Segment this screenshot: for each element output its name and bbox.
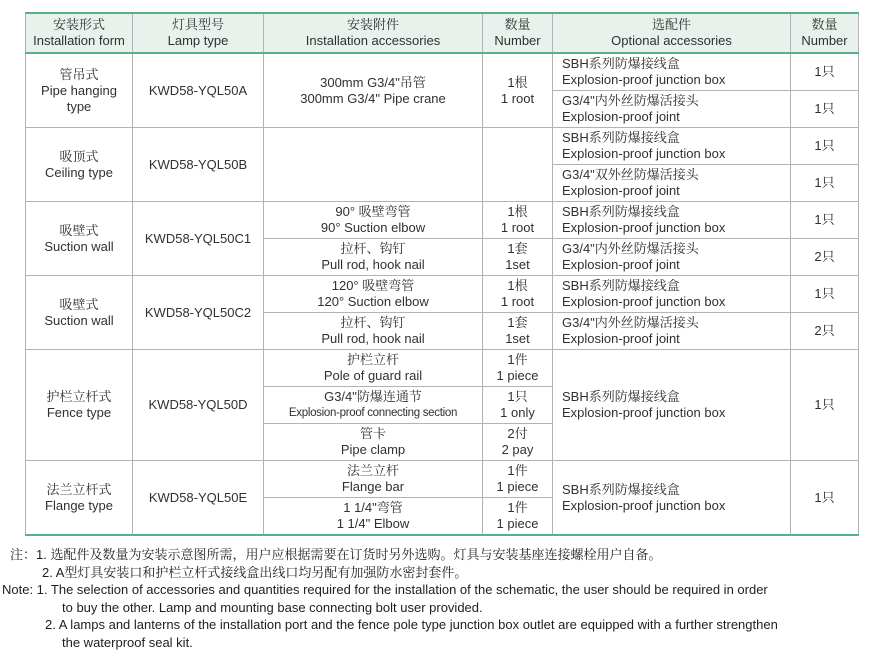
table-row	[26, 128, 859, 165]
accessory-number-zh: 1根	[507, 74, 528, 90]
cell-optional	[553, 128, 791, 165]
cell-optional	[553, 313, 791, 350]
cell-optional-number	[791, 91, 859, 128]
note-en-1: Note: 1. The selection of accessories and quantities required for the installation of the schematic, the user should be required in order	[2, 582, 768, 597]
header-accessory-number	[483, 13, 553, 53]
cell-optional	[553, 350, 791, 461]
header-lamp-type-zh: 灯具型号	[171, 17, 224, 32]
accessory-number-en: 1 only	[500, 405, 535, 420]
header-installation-form-en: Installation form	[33, 33, 125, 48]
optional-zh: G3/4"双外丝防爆活接头	[562, 167, 699, 182]
cell-accessory-number	[483, 53, 553, 128]
optional-number: 1只	[814, 138, 835, 153]
form-en: Fence type	[46, 405, 112, 420]
accessory-en: Pole of guard rail	[323, 368, 423, 383]
cell-form-ceiling	[26, 128, 133, 202]
cell-accessory	[264, 461, 483, 498]
optional-en: Explosion-proof joint	[562, 109, 680, 124]
accessory-zh: 120° 吸壁弯管	[331, 278, 415, 293]
table-row	[26, 350, 859, 387]
optional-zh: SBH系列防爆接线盒	[562, 278, 680, 293]
accessory-number-zh: 1件	[507, 463, 528, 478]
cell-optional	[553, 239, 791, 276]
cell-optional-number	[791, 128, 859, 165]
header-accessory-number-zh: 数量	[504, 17, 531, 32]
optional-number: 2只	[814, 323, 835, 338]
cell-accessory-number	[483, 239, 553, 276]
cell-optional	[553, 165, 791, 202]
cell-model-yql50c1	[133, 202, 264, 276]
accessory-number-zh: 1套	[507, 241, 528, 256]
form-en: Pipe hanging type	[41, 82, 117, 114]
form-zh: 吸壁式	[59, 222, 99, 238]
optional-en: Explosion-proof joint	[562, 183, 680, 198]
cell-accessory-number	[483, 498, 553, 536]
accessory-number-en: 1 root	[500, 294, 535, 309]
cell-accessory-number	[483, 461, 553, 498]
cell-accessory	[264, 498, 483, 536]
cell-model-yql50c2	[133, 276, 264, 350]
form-en: Suction wall	[44, 238, 114, 254]
accessory-number-en: 2 pay	[501, 442, 534, 457]
model-code: KWD58-YQL50C1	[144, 230, 252, 246]
cell-accessory-number	[483, 202, 553, 239]
accessory-en: Pull rod, hook nail	[321, 331, 425, 346]
accessory-en: Pipe clamp	[340, 442, 406, 457]
accessory-zh: G3/4"防爆连通节	[324, 389, 422, 404]
header-row	[26, 13, 859, 53]
header-optional-accessories	[553, 13, 791, 53]
accessory-number-en: 1 piece	[496, 479, 539, 494]
cell-accessory	[264, 202, 483, 239]
optional-en: Explosion-proof joint	[562, 331, 680, 346]
cell-optional	[553, 276, 791, 313]
cell-accessory	[264, 350, 483, 387]
table-row	[26, 53, 859, 91]
accessory-zh: 90° 吸壁弯管	[335, 204, 411, 219]
header-accessory-number-en: Number	[494, 33, 541, 48]
cell-model-yql50e	[133, 461, 264, 536]
note-en-1-cont: to buy the other. Lamp and mounting base connecting bolt user provided.	[62, 599, 483, 615]
notes-section	[2, 546, 885, 651]
accessory-number-zh: 1根	[507, 278, 528, 293]
optional-number: 1只	[814, 64, 835, 79]
cell-accessory-number-empty	[483, 128, 553, 202]
optional-zh: G3/4"内外丝防爆活接头	[562, 241, 699, 256]
note-en-2-cont: the waterproof seal kit.	[62, 634, 193, 650]
accessory-zh: 护栏立杆	[346, 352, 399, 367]
accessory-number-zh: 1只	[507, 389, 528, 404]
accessory-number-zh: 2付	[507, 426, 528, 441]
optional-zh: SBH系列防爆接线盒	[562, 481, 680, 497]
accessory-number-zh: 1件	[507, 352, 528, 367]
optional-zh: SBH系列防爆接线盒	[562, 389, 680, 404]
optional-zh: SBH系列防爆接线盒	[562, 204, 680, 219]
cell-form-suction-wall-c2	[26, 276, 133, 350]
accessory-zh: 拉杆、钩钉	[340, 315, 406, 330]
form-en: Suction wall	[44, 312, 114, 328]
cell-accessory-number	[483, 350, 553, 387]
cell-form-pipe-hanging	[26, 53, 133, 128]
accessory-number-en: 1set	[505, 331, 530, 346]
cell-optional-number	[791, 276, 859, 313]
form-zh: 吸壁式	[59, 296, 99, 312]
model-code: KWD58-YQL50B	[148, 156, 248, 172]
cell-accessory	[264, 239, 483, 276]
optional-number: 1只	[814, 175, 835, 190]
cell-optional	[553, 91, 791, 128]
optional-number: 1只	[814, 489, 835, 505]
cell-accessory-number	[483, 276, 553, 313]
cell-form-suction-wall-c1	[26, 202, 133, 276]
accessory-en: 90° Suction elbow	[320, 220, 426, 235]
optional-en: Explosion-proof junction box	[562, 294, 726, 309]
header-installation-accessories	[264, 13, 483, 53]
header-installation-accessories-en: Installation accessories	[305, 33, 441, 48]
accessory-number-en: 1set	[505, 257, 530, 272]
cell-accessory	[264, 387, 483, 424]
cell-optional	[553, 202, 791, 239]
accessory-en: 120° Suction elbow	[317, 294, 429, 309]
header-lamp-type-en: Lamp type	[167, 33, 229, 48]
optional-en: Explosion-proof junction box	[562, 405, 726, 420]
cell-model-yql50d	[133, 350, 264, 461]
accessory-en: Explosion-proof connecting section	[288, 407, 458, 419]
accessory-zh: 法兰立杆	[346, 463, 399, 478]
accessory-number-en: 1 root	[500, 90, 535, 106]
cell-accessory	[264, 53, 483, 128]
cell-accessory	[264, 313, 483, 350]
cell-model-yql50b	[133, 128, 264, 202]
optional-en: Explosion-proof junction box	[562, 146, 726, 161]
note-zh-1: 注：1. 选配件及数量为安装示意图所需，用户应根据需要在订货时另外选购。灯具与安装基座连接螺栓用户自备。	[10, 547, 662, 562]
cell-optional	[553, 53, 791, 91]
header-installation-form-zh: 安装形式	[52, 17, 105, 32]
cell-accessory-empty	[264, 128, 483, 202]
accessory-zh: 300mm G3/4"吊管	[320, 74, 426, 90]
optional-en: Explosion-proof junction box	[562, 220, 726, 235]
optional-number: 1只	[814, 101, 835, 116]
accessory-number-zh: 1件	[507, 500, 528, 515]
cell-optional-number	[791, 202, 859, 239]
header-optional-accessories-en: Optional accessories	[611, 33, 732, 48]
accessory-en: Pull rod, hook nail	[321, 257, 425, 272]
header-optional-number-zh: 数量	[811, 17, 838, 32]
table-row	[26, 461, 859, 498]
optional-zh: G3/4"内外丝防爆活接头	[562, 93, 699, 108]
model-code: KWD58-YQL50D	[148, 397, 248, 412]
table-row	[26, 276, 859, 313]
form-zh: 管吊式	[59, 66, 99, 82]
accessory-number-en: 1 piece	[496, 368, 539, 383]
model-code: KWD58-YQL50A	[148, 82, 248, 98]
table-row	[26, 202, 859, 239]
cell-optional-number	[791, 350, 859, 461]
optional-zh: SBH系列防爆接线盒	[562, 56, 680, 71]
accessory-en: 1 1/4" Elbow	[336, 516, 410, 531]
accessory-number-en: 1 piece	[496, 516, 539, 531]
optional-zh: G3/4"内外丝防爆活接头	[562, 315, 699, 330]
accessory-en: 300mm G3/4" Pipe crane	[300, 90, 446, 106]
note-zh-2: 2. A型灯具安装口和护栏立杆式接线盒出线口均另配有加强防水密封套件。	[42, 564, 468, 580]
optional-en: Explosion-proof joint	[562, 257, 680, 272]
cell-accessory-number	[483, 424, 553, 461]
form-zh: 法兰立杆式	[46, 481, 112, 497]
optional-number: 1只	[814, 397, 835, 412]
accessory-zh: 1 1/4"弯管	[343, 500, 403, 515]
cell-form-flange	[26, 461, 133, 536]
optional-en: Explosion-proof junction box	[562, 497, 726, 513]
model-code: KWD58-YQL50E	[148, 489, 248, 505]
form-zh: 护栏立杆式	[46, 389, 112, 404]
cell-optional-number	[791, 239, 859, 276]
accessory-zh: 管卡	[359, 426, 386, 441]
cell-optional-number	[791, 313, 859, 350]
cell-optional-number	[791, 165, 859, 202]
header-optional-number	[791, 13, 859, 53]
cell-accessory	[264, 276, 483, 313]
optional-zh: SBH系列防爆接线盒	[562, 130, 680, 145]
optional-en: Explosion-proof junction box	[562, 72, 726, 87]
form-zh: 吸顶式	[59, 148, 99, 164]
cell-accessory	[264, 424, 483, 461]
header-lamp-type	[133, 13, 264, 53]
model-code: KWD58-YQL50C2	[144, 304, 252, 320]
cell-accessory-number	[483, 387, 553, 424]
header-optional-accessories-zh: 选配件	[651, 17, 691, 32]
optional-number: 1只	[814, 212, 835, 227]
header-installation-accessories-zh: 安装附件	[346, 17, 399, 32]
optional-number: 2只	[814, 249, 835, 264]
note-en-2: 2. A lamps and lanterns of the installation port and the fence pole type junction box outlet are equipped with a further strengthen	[45, 617, 778, 632]
accessory-number-zh: 1套	[507, 315, 528, 330]
accessory-number-zh: 1根	[507, 204, 528, 219]
header-optional-number-en: Number	[801, 33, 848, 48]
optional-number: 1只	[814, 286, 835, 301]
cell-optional-number	[791, 461, 859, 536]
accessory-en: Flange bar	[341, 479, 405, 494]
form-en: Ceiling type	[45, 164, 113, 180]
cell-form-fence	[26, 350, 133, 461]
accessory-number-en: 1 root	[500, 220, 535, 235]
form-en: Flange type	[45, 497, 113, 513]
cell-accessory-number	[483, 313, 553, 350]
installation-spec-table	[25, 12, 859, 536]
accessory-zh: 拉杆、钩钉	[340, 241, 406, 256]
cell-optional-number	[791, 53, 859, 91]
cell-model-yql50a	[133, 53, 264, 128]
header-installation-form	[26, 13, 133, 53]
cell-optional	[553, 461, 791, 536]
